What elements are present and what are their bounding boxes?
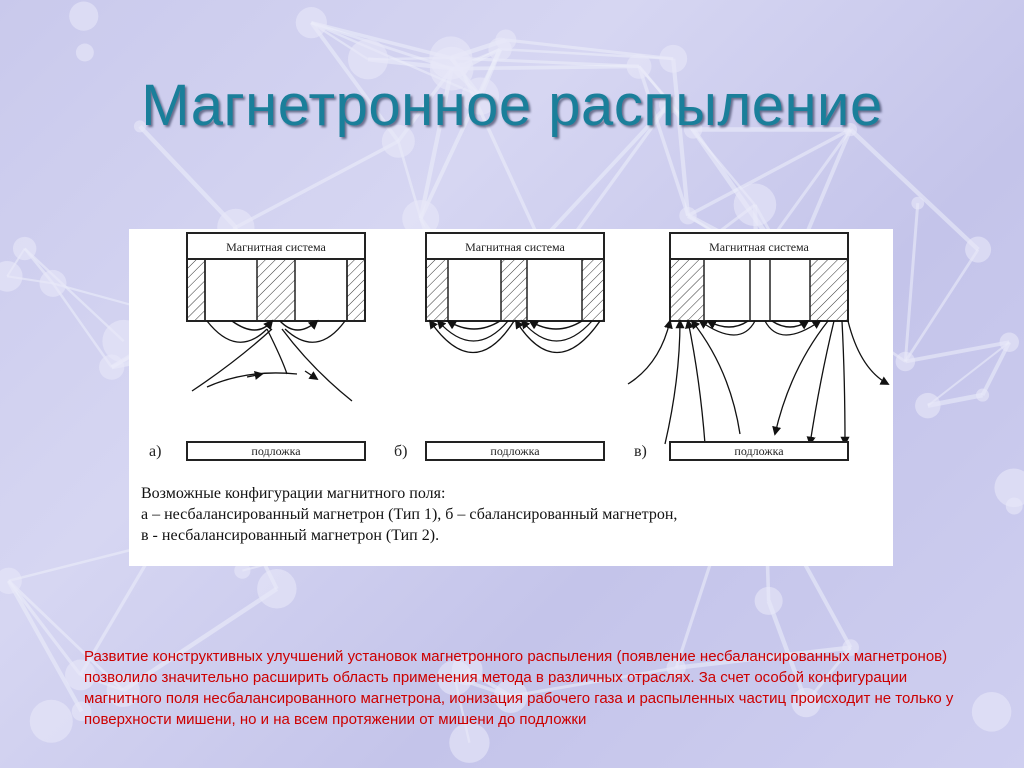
lattice-atom — [976, 389, 989, 402]
lattice-atom — [30, 700, 73, 743]
diagram-a — [149, 233, 365, 460]
lattice-atom — [296, 7, 327, 38]
lattice-bond — [506, 40, 673, 59]
lattice-bond — [236, 141, 398, 227]
lattice-atom — [488, 38, 511, 61]
substrate-label: подложка — [490, 444, 540, 458]
lattice-bond — [451, 58, 639, 66]
lattice-atom — [76, 44, 94, 62]
lattice-atom — [915, 393, 940, 418]
lattice-atom — [0, 261, 23, 292]
diagram-letter: б) — [394, 443, 408, 460]
lattice-bond — [905, 203, 917, 361]
lattice-atom — [972, 692, 1012, 732]
lattice-atom — [965, 237, 991, 263]
lattice-atom — [911, 197, 924, 210]
diagram-letter: а) — [149, 443, 162, 460]
lattice-atom — [896, 352, 916, 372]
lattice-atom — [13, 237, 36, 260]
lattice-atom — [99, 354, 124, 379]
diagram-b — [394, 233, 604, 460]
lattice-bond — [140, 126, 236, 227]
magnet-system-label: Магнитная система — [226, 240, 326, 254]
lattice-bond — [9, 581, 81, 675]
caption-line: в - несбалансированный магнетрон (Тип 2). — [141, 527, 440, 544]
diagram-letter: в) — [634, 443, 647, 460]
lattice-atom — [69, 2, 98, 31]
lattice-bond — [905, 342, 1009, 361]
lattice-atom — [755, 587, 783, 615]
figure-panel — [129, 229, 893, 566]
lattice-bond — [9, 581, 82, 712]
lattice-atom — [1006, 498, 1023, 515]
magnetron-diagrams — [129, 229, 893, 469]
substrate-label: подложка — [734, 444, 784, 458]
caption-line: Возможные конфигурации магнитного поля: — [141, 485, 446, 502]
lattice-atom — [257, 569, 296, 608]
diagram-c — [628, 233, 888, 460]
lattice-bond — [452, 66, 639, 68]
magnet-system-label: Магнитная система — [465, 240, 565, 254]
lattice-atom — [659, 45, 687, 73]
lattice-atom — [1000, 333, 1019, 352]
lattice-bond — [905, 250, 978, 362]
figure-caption — [141, 483, 881, 546]
substrate-label: подложка — [251, 444, 301, 458]
lattice-atom — [679, 207, 696, 224]
caption-line: а – несбалансированный магнетрон (Тип 1), б – сбалансированный магнетрон, — [141, 506, 678, 523]
magnet-system-label: Магнитная система — [709, 240, 809, 254]
lattice-atom — [734, 184, 777, 227]
lattice-atom — [40, 270, 67, 297]
slide-title: Магнетронное распыление — [141, 73, 883, 138]
slide-body-text: Развитие конструктивных улучшений установок магнетронного распыления (появление несбалансированных магнетронов) позволило значительно расширить область применения метода в различных отраслях. За счет особой конфигурации магнитного поля несбалансированного магнетрона, ионизация рабочего газа и распыленных частиц происходит не только у поверхности мишени, но и на всем протяжении от мишени до подложки — [84, 648, 954, 728]
